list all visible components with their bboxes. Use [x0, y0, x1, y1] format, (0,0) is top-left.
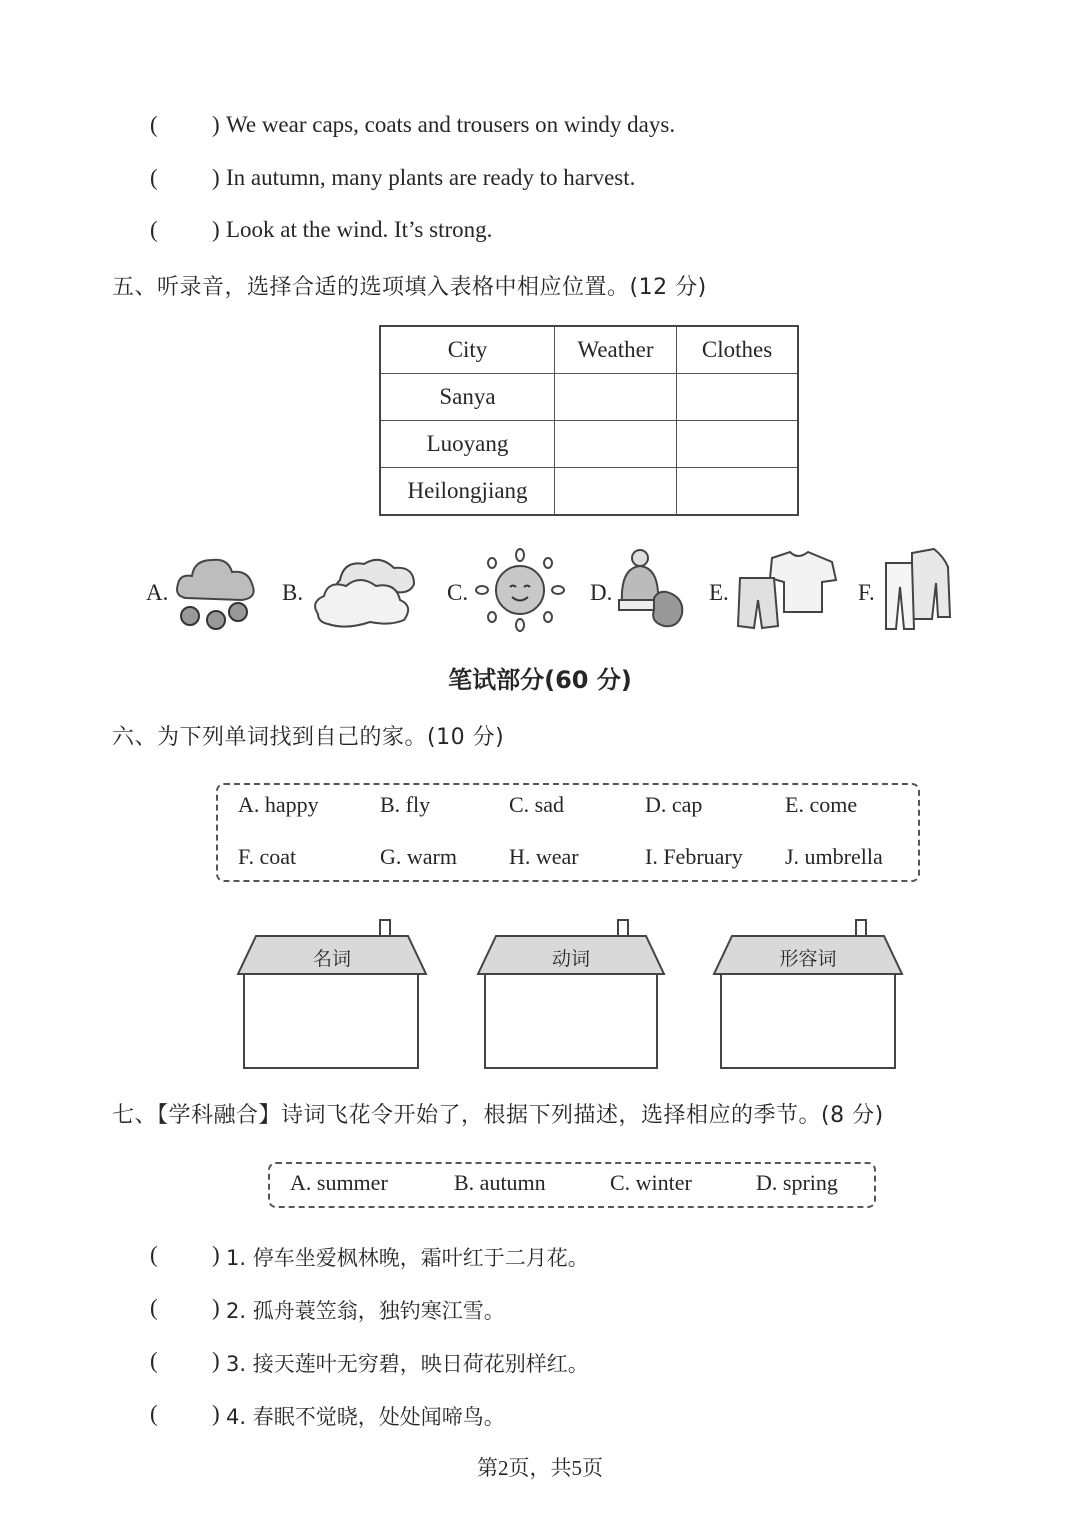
weather-blank[interactable]: [555, 468, 677, 516]
page-number: 第2页，共5页: [477, 1456, 603, 1480]
header-weather: Weather: [555, 326, 677, 374]
word-item: J. umbrella: [785, 844, 883, 869]
season-item: C. winter: [610, 1170, 692, 1195]
weather-blank[interactable]: [555, 421, 677, 468]
weather-blank[interactable]: [555, 374, 677, 421]
section-7-title: 七、【学科融合】诗词飞花令开始了，根据下列描述，选择相应的季节。(8 分): [112, 1103, 884, 1128]
season-item: B. autumn: [454, 1170, 546, 1195]
city-cell: Sanya: [380, 374, 555, 421]
header-clothes: Clothes: [677, 326, 799, 374]
house-label-verb: 动词: [551, 948, 590, 970]
season-item: D. spring: [756, 1170, 838, 1195]
word-item: B. fly: [380, 792, 431, 817]
house-verb: [476, 918, 666, 1070]
city-cell: Heilongjiang: [380, 468, 555, 516]
option-b-letter: B.: [282, 580, 304, 605]
season-item: A. summer: [290, 1170, 388, 1195]
clothes-blank[interactable]: [677, 374, 799, 421]
written-part-heading: 笔试部分(60 分): [448, 666, 632, 694]
house-shape-icon: [712, 918, 904, 1070]
option-d-letter: D.: [590, 580, 613, 605]
weather-table: [379, 325, 799, 516]
trousers-jacket-icon: [882, 547, 952, 633]
shorts-tshirt-icon: [736, 548, 840, 632]
option-c-letter: C.: [447, 580, 469, 605]
clothes-blank[interactable]: [677, 421, 799, 468]
word-item: E. come: [785, 792, 858, 817]
house-shape-icon: [236, 918, 428, 1070]
word-item: F. coat: [238, 844, 297, 869]
option-f-letter: F.: [858, 580, 875, 605]
poem-text: 4. 春眠不觉晓，处处闻啼鸟。: [226, 1405, 505, 1429]
word-item: C. sad: [509, 792, 564, 817]
hat-gloves-icon: [616, 548, 688, 632]
word-item: G. warm: [380, 844, 457, 869]
clouds-icon: [310, 550, 424, 632]
option-a-letter: A.: [146, 580, 169, 605]
poem-text: 2. 孤舟蓑笠翁，独钓寒江雪。: [226, 1299, 505, 1323]
sentence-text: Look at the wind. It’s strong.: [226, 217, 493, 242]
word-item: D. cap: [645, 792, 703, 817]
house-label-noun: 名词: [312, 948, 351, 970]
city-cell: Luoyang: [380, 421, 555, 468]
snow-cloud-icon: [172, 548, 260, 632]
house-label-adjective: 形容词: [779, 948, 837, 970]
option-e-letter: E.: [709, 580, 729, 605]
house-noun: [236, 918, 428, 1070]
poem-text: 3. 接天莲叶无穷碧，映日荷花别样红。: [226, 1352, 589, 1376]
header-city: City: [380, 326, 555, 374]
house-shape-icon: [476, 918, 666, 1070]
sentence-text: In autumn, many plants are ready to harvest.: [226, 165, 636, 190]
poem-text: 1. 停车坐爱枫林晚，霜叶红于二月花。: [226, 1246, 589, 1270]
house-adjective: [712, 918, 904, 1070]
word-item: H. wear: [509, 844, 579, 869]
word-item: I. February: [645, 844, 743, 869]
sun-icon: [474, 547, 566, 633]
word-item: A. happy: [238, 792, 319, 817]
section-6-title: 六、为下列单词找到自己的家。(10 分): [112, 725, 505, 750]
sentence-text: We wear caps, coats and trousers on windy days.: [226, 112, 676, 137]
section-5-title: 五、听录音，选择合适的选项填入表格中相应位置。(12 分): [112, 275, 707, 300]
clothes-blank[interactable]: [677, 468, 799, 516]
